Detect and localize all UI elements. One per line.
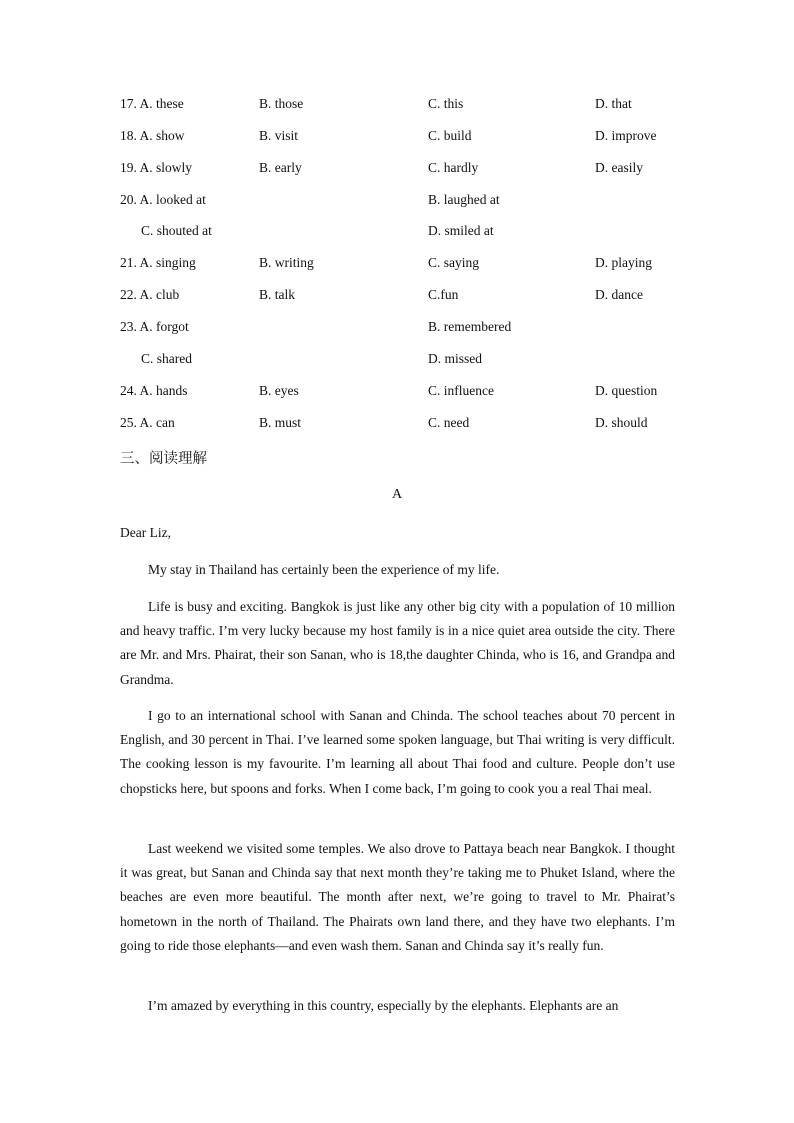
option-c: C. this [428, 96, 464, 111]
option-c: C. saying [428, 255, 480, 270]
option-d: D. that [595, 96, 632, 111]
option-a: 22. A. club [120, 287, 180, 302]
question-row-25 [120, 411, 680, 435]
question-row-23 [120, 315, 680, 339]
option-b: B. laughed at [428, 192, 500, 207]
option-b: B. remembered [428, 319, 512, 334]
question-row-17 [120, 92, 680, 116]
passage-paragraph-2: Life is busy and exciting. Bangkok is just like any other big city with a population of 10 million and heavy traffic. I’m very lucky because my host family is in a nice quiet area outside the city. There are Mr. and Mrs. Phairat, their son Sanan, who is 18,the daughter Chinda, who is 16, and Grandpa and Grandma. [120, 599, 675, 687]
option-d: D. easily [595, 160, 643, 175]
question-row-18 [120, 124, 680, 148]
option-d: D. dance [595, 287, 643, 302]
option-c: C.fun [428, 287, 459, 302]
option-d: D. missed [428, 351, 482, 366]
passage-label: A [391, 487, 403, 502]
passage-paragraph-4: Last weekend we visited some temples. We also drove to Pattaya beach near Bangkok. I thought it was great, but Sanan and Chinda say that next month they’re taking me to Phuket Island, where the beaches are even more beautiful. The month after next, we’re going to travel to Mr. Phairat’s hometown in the north of Thailand. The Phairats own land there, and they have two elephants. I’m going to ride those elephants—and even wash them. Sanan and Chinda say it’s really fun. [120, 841, 675, 953]
option-d: D. question [595, 383, 658, 398]
option-d: D. improve [595, 128, 657, 143]
option-b: B. talk [259, 287, 295, 302]
option-a: 17. A. these [120, 96, 184, 111]
question-row-20 [120, 188, 680, 212]
letter-greeting: Dear Liz, [120, 525, 171, 540]
option-b: B. early [259, 160, 302, 175]
question-row-22 [120, 283, 680, 307]
option-a: 19. A. slowly [120, 160, 193, 175]
passage-paragraph-5: I’m amazed by everything in this country, especially by the elephants. Elephants are an [148, 998, 619, 1013]
option-a: 25. A. can [120, 415, 175, 430]
question-row-24 [120, 379, 680, 403]
option-a: 20. A. looked at [120, 192, 206, 207]
option-a: 23. A. forgot [120, 319, 189, 334]
option-b: B. must [259, 415, 302, 430]
option-c: C. build [428, 128, 472, 143]
option-d: D. should [595, 415, 648, 430]
question-row-21 [120, 251, 680, 275]
option-d: D. playing [595, 255, 652, 270]
option-d: D. smiled at [428, 223, 494, 238]
option-c: C. need [428, 415, 470, 430]
question-row-23-cont [120, 347, 680, 371]
option-a: 21. A. singing [120, 255, 196, 270]
option-c: C. influence [428, 383, 494, 398]
option-c: C. shouted at [141, 223, 212, 238]
option-c: C. hardly [428, 160, 479, 175]
option-a: 18. A. show [120, 128, 185, 143]
option-c: C. shared [141, 351, 192, 366]
option-b: B. those [259, 96, 304, 111]
option-b: B. eyes [259, 383, 299, 398]
section-heading: 三、阅读理解 [120, 451, 207, 467]
passage-paragraph-3: I go to an international school with Sanan and Chinda. The school teaches about 70 percent in English, and 30 percent in Thai. I’ve learned some spoken language, but Thai writing is very difficult. The cooking lesson is my favourite. I’m learning all about Thai food and culture. People don’t use chopsticks here, but spoons and forks. When I come back, I’m going to cook you a real Thai meal. [120, 708, 675, 796]
question-row-20-cont [120, 219, 680, 243]
option-a: 24. A. hands [120, 383, 188, 398]
passage-paragraph-1: My stay in Thailand has certainly been the experience of my life. [148, 562, 500, 577]
option-b: B. visit [259, 128, 299, 143]
question-row-19 [120, 156, 680, 180]
option-b: B. writing [259, 255, 314, 270]
